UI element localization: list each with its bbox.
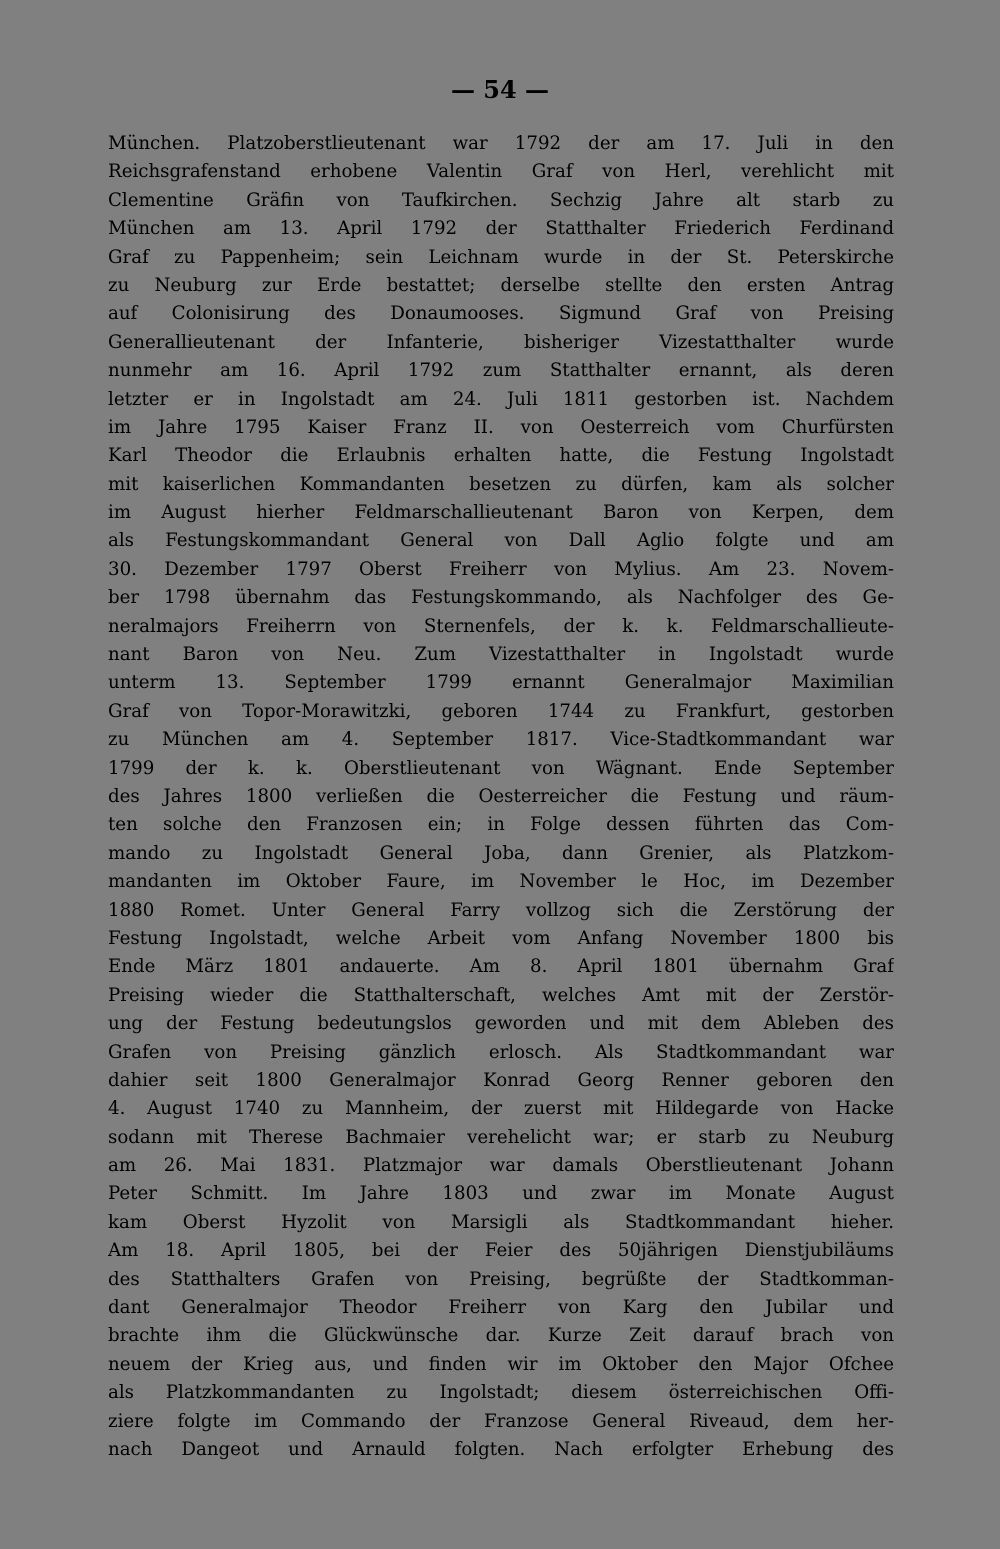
text-line: Am 18. April 1805, bei der Feier des 50jährigen Dienstjubiläums [108, 1240, 894, 1262]
text-line: Clementine Gräfin von Taufkirchen. Sechzig Jahre alt starb zu [108, 189, 894, 211]
text-line: auf Colonisirung des Donaumooses. Sigmund Graf von Preising [108, 303, 894, 325]
text-line: dahier seit 1800 Generalmajor Konrad Georg Renner geboren den [108, 1069, 894, 1091]
text-line: nach Dangeot und Arnauld folgten. Nach erfolgter Erhebung des [108, 1438, 894, 1460]
text-line: brachte ihm die Glückwünsche dar. Kurze Zeit darauf brach von [108, 1325, 894, 1347]
text-line: neralmajors Freiherrn von Sternenfels, der k. k. Feldmarschallieute- [108, 615, 894, 637]
text-line: ziere folgte im Commando der Franzose General Riveaud, dem her- [108, 1410, 894, 1432]
text-line: zu Neuburg zur Erde bestattet; derselbe stellte den ersten Antrag [108, 274, 894, 296]
text-line: mando zu Ingolstadt General Joba, dann Grenier, als Platzkom- [108, 842, 894, 864]
text-line: 1799 der k. k. Oberstlieutenant von Wägnant. Ende September [108, 757, 894, 779]
text-line: mit kaiserlichen Kommandanten besetzen zu dürfen, kam als solcher [108, 473, 894, 495]
text-line: ber 1798 übernahm das Festungskommando, als Nachfolger des Ge- [108, 587, 894, 609]
text-line: im Jahre 1795 Kaiser Franz II. von Oesterreich vom Churfürsten [108, 416, 894, 438]
text-line: nunmehr am 16. April 1792 zum Statthalter ernannt, als deren [108, 360, 894, 382]
text-line: Graf zu Pappenheim; sein Leichnam wurde in der St. Peterskirche [108, 246, 894, 268]
text-line: kam Oberst Hyzolit von Marsigli als Stadtkommandant hieher. [108, 1211, 894, 1233]
text-line: Grafen von Preising gänzlich erlosch. Als Stadtkommandant war [108, 1041, 894, 1063]
text-line: 1880 Romet. Unter General Farry vollzog sich die Zerstörung der [108, 899, 894, 921]
text-line: Festung Ingolstadt, welche Arbeit vom Anfang November 1800 bis [108, 927, 894, 949]
text-line: am 26. Mai 1831. Platzmajor war damals Oberstlieutenant Johann [108, 1155, 894, 1177]
text-line: 30. Dezember 1797 Oberst Freiherr von Mylius. Am 23. Novem- [108, 558, 894, 580]
text-line: Generallieutenant der Infanterie, bisheriger Vizestatthalter wurde [108, 331, 894, 353]
text-line: nant Baron von Neu. Zum Vizestatthalter in Ingolstadt wurde [108, 644, 894, 666]
text-line: Graf von Topor-Morawitzki, geboren 1744 zu Frankfurt, gestorben [108, 700, 894, 722]
text-line: ung der Festung bedeutungslos geworden und mit dem Ableben des [108, 1013, 894, 1035]
text-line: mandanten im Oktober Faure, im November le Hoc, im Dezember [108, 871, 894, 893]
text-line: Peter Schmitt. Im Jahre 1803 und zwar im Monate August [108, 1183, 894, 1205]
text-line: München am 13. April 1792 der Statthalter Friederich Ferdinand [108, 218, 894, 240]
text-line: letzter er in Ingolstadt am 24. Juli 1811 gestorben ist. Nachdem [108, 388, 894, 410]
text-line: unterm 13. September 1799 ernannt Generalmajor Maximilian [108, 672, 894, 694]
text-line: zu München am 4. September 1817. Vice-Stadtkommandant war [108, 729, 894, 751]
text-line: Reichsgrafenstand erhobene Valentin Graf von Herl, verehlicht mit [108, 161, 894, 183]
text-line: Preising wieder die Statthalterschaft, welches Amt mit der Zerstör- [108, 984, 894, 1006]
text-line: dant Generalmajor Theodor Freiherr von Karg den Jubilar und [108, 1297, 894, 1319]
body-text [108, 130, 894, 1464]
page-number: — 54 — [450, 75, 550, 104]
text-line: 4. August 1740 zu Mannheim, der zuerst mit Hildegarde von Hacke [108, 1098, 894, 1120]
text-line: des Jahres 1800 verließen die Oesterreicher die Festung und räum- [108, 785, 894, 807]
text-line: im August hierher Feldmarschallieutenant Baron von Kerpen, dem [108, 502, 894, 524]
text-line: als Festungskommandant General von Dall Aglio folgte und am [108, 530, 894, 552]
text-line: Ende März 1801 andauerte. Am 8. April 1801 übernahm Graf [108, 956, 894, 978]
text-line: München. Platzoberstlieutenant war 1792 der am 17. Juli in den [108, 133, 894, 154]
text-line: sodann mit Therese Bachmaier verehelicht war; er starb zu Neuburg [108, 1126, 894, 1148]
text-line: des Statthalters Grafen von Preising, begrüßte der Stadtkomman- [108, 1268, 894, 1290]
text-line: als Platzkommandanten zu Ingolstadt; diesem österreichischen Offi- [108, 1382, 894, 1404]
text-line: Karl Theodor die Erlaubnis erhalten hatte, die Festung Ingolstadt [108, 445, 894, 467]
text-line: neuem der Krieg aus, und finden wir im Oktober den Major Ofchee [108, 1353, 894, 1375]
text-line: ten solche den Franzosen ein; in Folge dessen führten das Com- [108, 814, 894, 836]
